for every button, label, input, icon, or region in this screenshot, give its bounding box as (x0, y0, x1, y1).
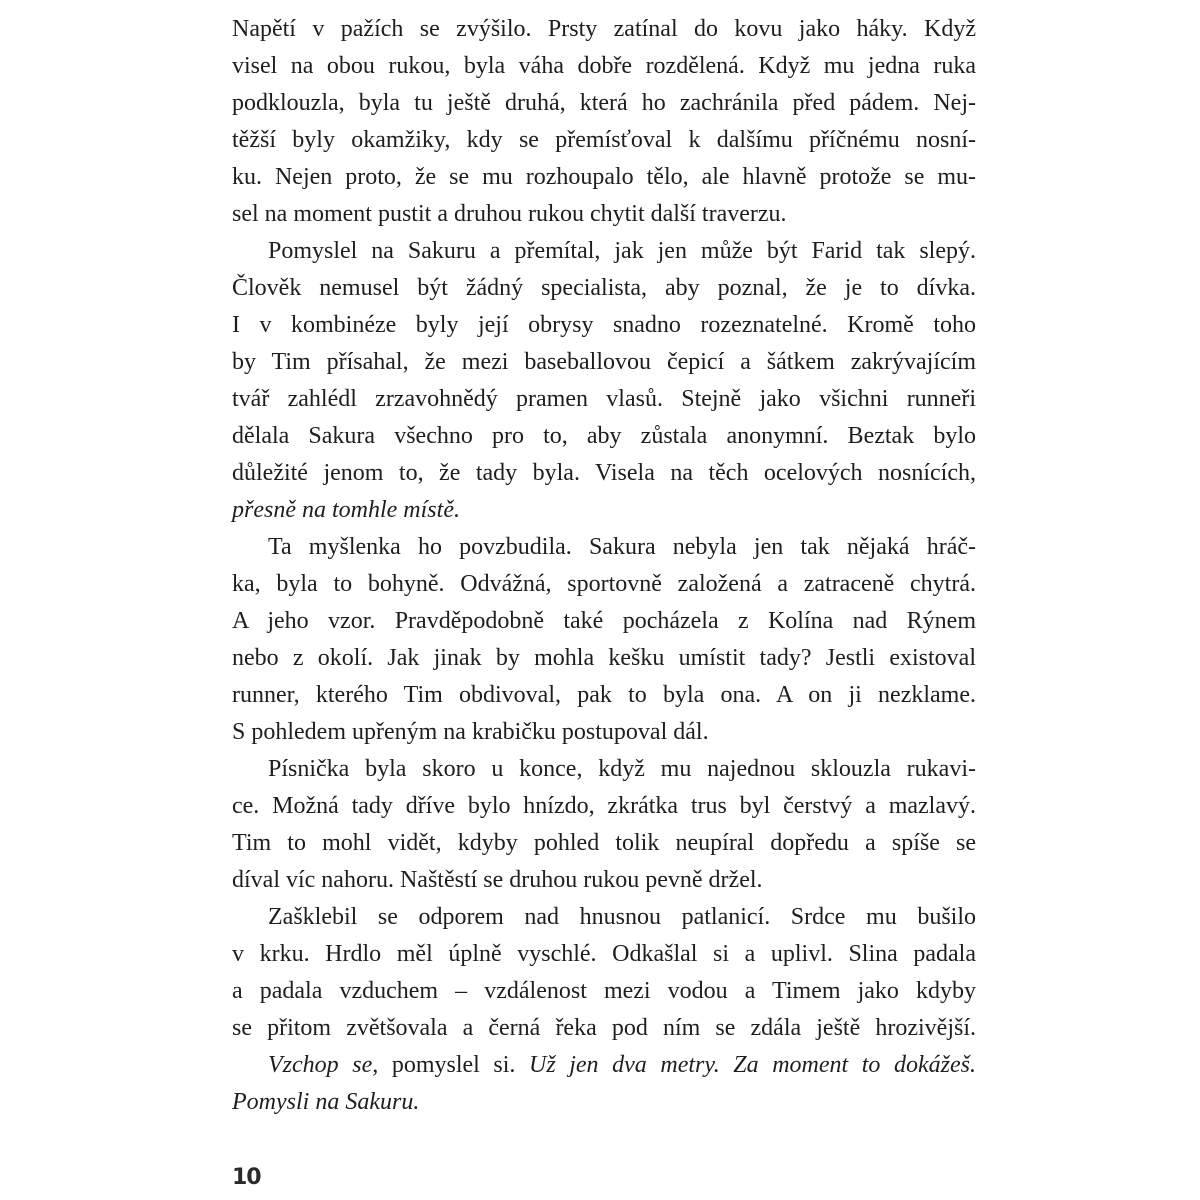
text-line (232, 455, 976, 492)
text-line (232, 85, 976, 122)
text-line (232, 344, 976, 381)
text-span: díval víc nahoru. Naštěstí se druhou rukou pevně držel. (232, 867, 763, 893)
text-line (232, 1084, 976, 1121)
text-span: Ta myšlenka ho povzbudila. Sakura nebyla jen tak nějaká hráč- (268, 534, 976, 560)
text-span: Napětí v pažích se zvýšilo. Prsty zatínal do kovu jako háky. Když (232, 16, 976, 42)
text-line (232, 788, 976, 825)
text-span: podklouzla, byla tu ještě druhá, která ho zachránila před pádem. Nej- (232, 90, 976, 116)
text-span: Člověk nemusel být žádný specialista, aby poznal, že je to dívka. (232, 275, 976, 301)
text-span: tvář zahlédl zrzavohnědý pramen vlasů. Stejně jako všichni runneři (232, 386, 976, 412)
page-number: 10 (232, 1165, 261, 1190)
text-span: ka, byla to bohyně. Odvážná, sportovně založená a zatraceně chytrá. (232, 571, 976, 597)
text-line (232, 862, 976, 899)
italic-text-span: Vzchop se (268, 1052, 373, 1078)
text-line (232, 714, 976, 751)
text-span: visel na obou rukou, byla váha dobře rozdělená. Když mu jedna ruka (232, 53, 976, 79)
text-span: se přitom zvětšovala a černá řeka pod ním se zdála ještě hrozivější. (232, 1015, 976, 1041)
italic-text-span: Už jen dva metry. Za moment to dokážeš. (528, 1052, 976, 1078)
text-line (232, 1010, 976, 1047)
text-span: by Tim přísahal, že mezi baseballovou čepicí a šátkem zakrývajícím (232, 349, 976, 375)
text-span: sel na moment pustit a druhou rukou chytit další traverzu. (232, 201, 787, 227)
italic-text-span: Pomysli na Sakuru. (232, 1089, 420, 1115)
text-line (232, 603, 976, 640)
text-span: důležité jenom to, že tady byla. Visela na těch ocelových nosnících, (232, 460, 976, 486)
text-line (232, 825, 976, 862)
text-span: A jeho vzor. Pravděpodobně také pocházela z Kolína nad Rýnem (232, 608, 976, 634)
text-line (232, 492, 976, 529)
text-line (232, 566, 976, 603)
text-line (232, 751, 976, 788)
text-line (232, 529, 976, 566)
text-span: těžší byly okamžiky, kdy se přemísťoval k dalšímu příčnému nosní- (232, 127, 976, 153)
text-span: Zašklebil se odporem nad hnusnou patlanicí. Srdce mu bušilo (268, 904, 976, 930)
text-line (232, 418, 976, 455)
text-line (232, 936, 976, 973)
text-span: ku. Nejen proto, že se mu rozhoupalo tělo, ale hlavně protože se mu- (232, 164, 976, 190)
text-line (232, 677, 976, 714)
text-span: Písnička byla skoro u konce, když mu najednou sklouzla rukavi- (268, 756, 976, 782)
text-span: dělala Sakura všechno pro to, aby zůstala anonymní. Beztak bylo (232, 423, 976, 449)
text-line (232, 122, 976, 159)
text-span: runner, kterého Tim obdivoval, pak to byla ona. A on ji nezklame. (232, 682, 976, 708)
text-line (232, 307, 976, 344)
text-line (232, 48, 976, 85)
text-line (232, 640, 976, 677)
text-line (232, 233, 976, 270)
text-span: a padala vzduchem – vzdálenost mezi vodou a Timem jako kdyby (232, 978, 976, 1004)
text-span: nebo z okolí. Jak jinak by mohla kešku umístit tady? Jestli existoval (232, 645, 976, 671)
text-line (232, 196, 976, 233)
text-line (232, 973, 976, 1010)
text-span: Tim to mohl vidět, kdyby pohled tolik neupíral dopředu a spíše se (232, 830, 976, 856)
text-span: ce. Možná tady dříve bylo hnízdo, zkrátka trus byl čerstvý a mazlavý. (232, 793, 976, 819)
text-line (232, 270, 976, 307)
book-page (232, 0, 976, 1200)
text-span: v krku. Hrdlo měl úplně vyschlé. Odkašlal si a uplivl. Slina padala (232, 941, 976, 967)
text-line (232, 159, 976, 196)
text-span: S pohledem upřeným na krabičku postupoval dál. (232, 719, 709, 745)
text-span: , pomyslel si. (372, 1052, 529, 1078)
italic-text-span: přesně na tomhle místě. (232, 497, 460, 523)
text-line (232, 899, 976, 936)
text-line (232, 11, 976, 48)
text-line (232, 1047, 976, 1084)
text-line (232, 381, 976, 418)
text-span: I v kombinéze byly její obrysy snadno rozeznatelné. Kromě toho (232, 312, 976, 338)
text-span: Pomyslel na Sakuru a přemítal, jak jen může být Farid tak slepý. (268, 238, 976, 264)
